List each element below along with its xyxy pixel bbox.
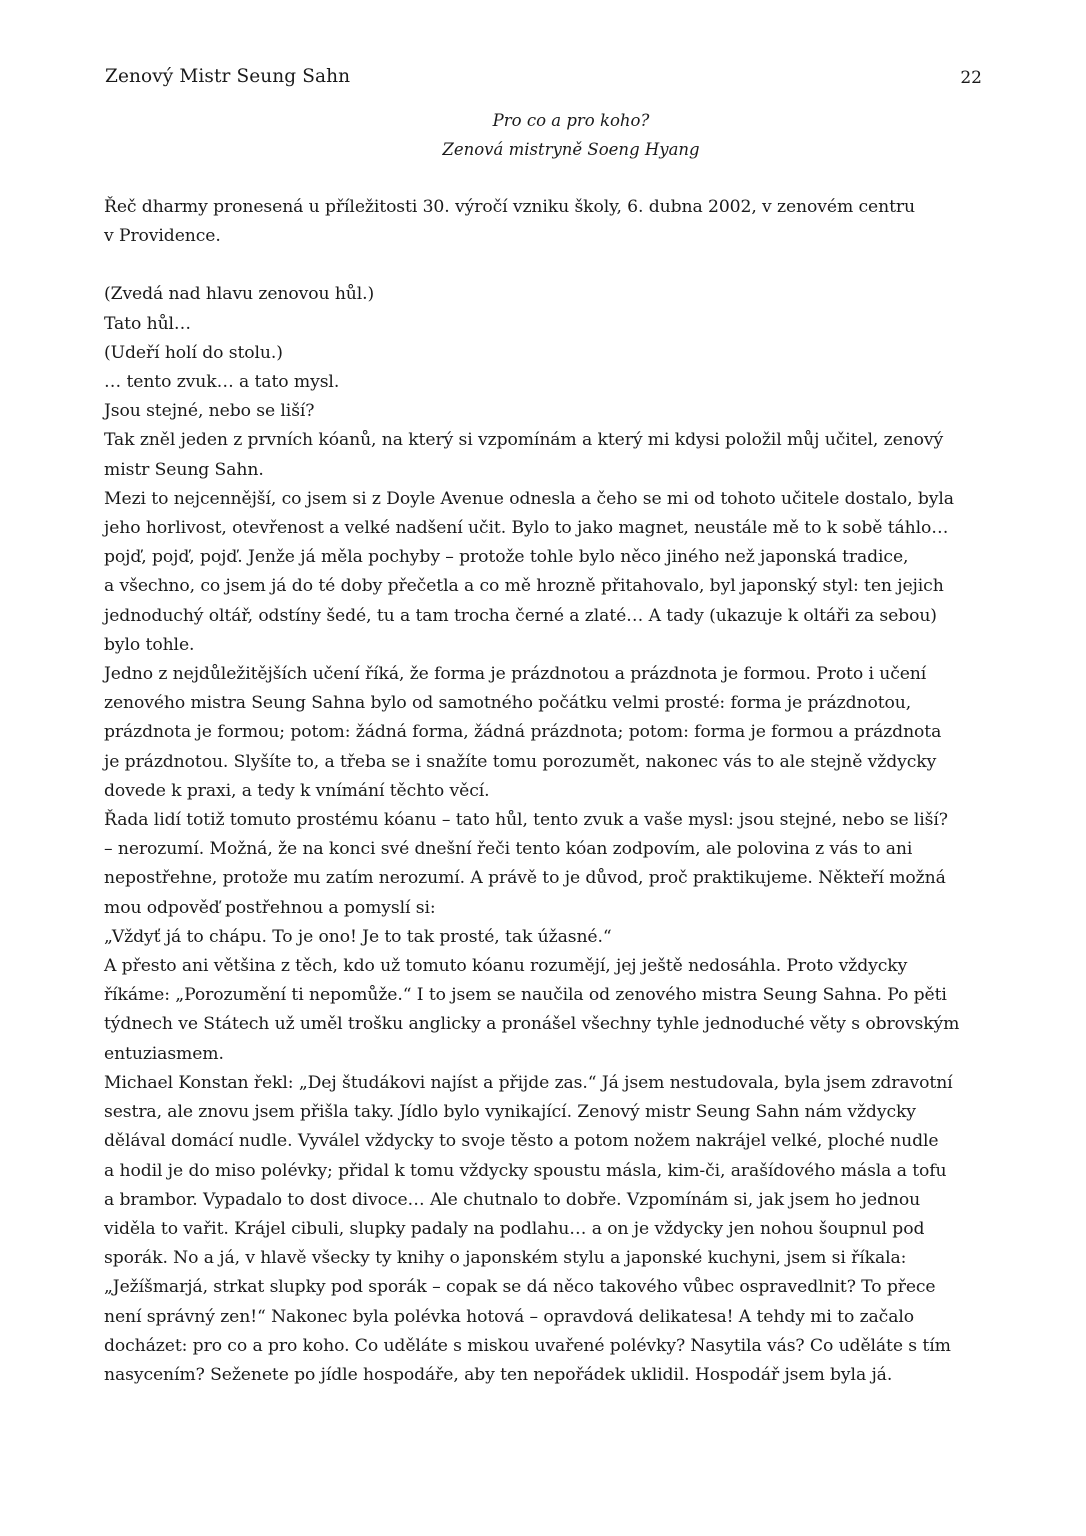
text-line: říkáme: „Porozumění ti nepomůže.“ I to jsem se naučila od zenového mistra Seung Sahna. Po pěti — [104, 985, 947, 1006]
text-line: nasycením? Seženete po jídle hospodáře, aby ten nepořádek uklidil. Hospodář jsem byla já. — [104, 1364, 893, 1385]
text-line: bylo tohle. — [104, 634, 195, 655]
text-line: (Zvedá nad hlavu zenovou hůl.) — [104, 284, 375, 305]
text-line: a hodil je do miso polévky; přidal k tomu vždycky spoustu másla, kim-či, arašídového másla a tofu — [104, 1160, 947, 1181]
page-number: 22 — [960, 68, 982, 88]
text-line: sestra, ale znovu jsem přišla taky. Jídlo bylo vynikající. Zenový mistr Seung Sahn nám vždycky — [104, 1102, 916, 1123]
intro-line: v Providence. — [104, 226, 221, 247]
text-line: mou odpověď postřehnou a pomyslí si: — [104, 897, 436, 918]
text-line: entuziasmem. — [104, 1043, 224, 1064]
text-line: dovede k praxi, a tedy k vnímání těchto věcí. — [104, 780, 490, 801]
text-line: „Ježíšmarjá, strkat slupky pod sporák – copak se dá něco takového vůbec ospravedlnit? To přece — [104, 1277, 936, 1298]
text-line: – nerozumí. Možná, že na konci své dnešní řeči tento kóan zodpovím, ale polovina z vás to ani — [104, 839, 913, 860]
text-line: a všechno, co jsem já do té doby přečetla a co mě hrozně přitahovalo, byl japonský styl: ten jejich — [104, 576, 944, 597]
text-line: Mezi to nejcennější, co jsem si z Doyle Avenue odnesla a čeho se mi od tohoto učitele dostalo, byla — [104, 488, 954, 509]
intro-line: Řeč dharmy pronesená u příležitosti 30. výročí vzniku školy, 6. dubna 2002, v zenovém centru — [104, 197, 915, 217]
body-text — [104, 193, 984, 1390]
text-line: Jsou stejné, nebo se liší? — [104, 401, 315, 422]
text-line: … tento zvuk… a tato mysl. — [104, 372, 340, 393]
text-line: pojď, pojď, pojď. Jenže já měla pochyby – protože tohle bylo něco jiného než japonská tradice, — [104, 547, 909, 568]
text-line: Řada lidí totiž tomuto prostému kóanu – tato hůl, tento zvuk a vaše mysl: jsou stejné, nebo se liší? — [104, 810, 948, 831]
text-line: není správný zen!“ Nakonec byla polévka hotová – opravdová delikatesa! A tehdy mi to začalo — [104, 1306, 915, 1327]
text-line: viděla to vařit. Krájel cibuli, slupky padaly na podlahu… a on je vždycky jen nohou šoupnul pod — [104, 1218, 925, 1239]
text-line: (Udeří holí do stolu.) — [104, 342, 283, 363]
text-line: jednoduchý oltář, odstíny šedé, tu a tam trocha černé a zlaté… A tady (ukazuje k oltáři za sebou) — [104, 605, 937, 626]
text-line: Tak zněl jeden z prvních kóanů, na který si vzpomínám a který mi kdysi položil můj učitel, zenový — [104, 430, 944, 451]
text-line: nepostřehne, protože mu zatím nerozumí. A právě to je důvod, proč praktikujeme. Někteří možná — [104, 868, 946, 889]
chapter-title-block — [0, 106, 1086, 164]
text-line: sporák. No a já, v hlavě všecky ty knihy o japonském stylu a japonské kuchyni, jsem si říkala: — [104, 1248, 907, 1269]
text-line: a brambor. Vypadalo to dost divoce… Ale chutnalo to dobře. Vzpomínám si, jak jsem ho jednou — [104, 1189, 921, 1210]
text-line: týdnech ve Státech už uměl trošku anglicky a pronášel všechny tyhle jednoduché věty s obrovským — [104, 1014, 960, 1035]
paragraph-gap — [104, 251, 984, 280]
text-line: „Vždyť já to chápu. To je ono! Je to tak prosté, tak úžasné.“ — [104, 926, 612, 947]
chapter-author: Zenová mistryně Soeng Hyang — [442, 140, 700, 159]
chapter-title: Pro co a pro koho? — [492, 111, 650, 130]
text-line: docházet: pro co a pro koho. Co uděláte s miskou uvařené polévky? Nasytila vás? Co uděláte s tím — [104, 1335, 951, 1356]
text-line: zenového mistra Seung Sahna bylo od samotného počátku velmi prosté: forma je prázdnotou, — [104, 693, 912, 714]
text-line: A přesto ani většina z těch, kdo už tomuto kóanu rozumějí, jej ještě nedosáhla. Proto vždycky — [104, 956, 908, 977]
text-line: jeho horlivost, otevřenost a velké nadšení učit. Bylo to jako magnet, neustále mě to k sobě táhlo… — [104, 518, 949, 539]
running-head-title: Zenový Mistr Seung Sahn — [105, 66, 351, 87]
text-line: Michael Konstan řekl: „Dej študákovi najíst a přijde zas.“ Já jsem nestudovala, byla jsem zdravotní — [104, 1072, 953, 1093]
text-line: Jedno z nejdůležitějších učení říká, že forma je prázdnotou a prázdnota je formou. Proto i učení — [104, 664, 927, 685]
text-line: mistr Seung Sahn. — [104, 459, 264, 480]
text-line: je prázdnotou. Slyšíte to, a třeba se i snažíte tomu porozumět, nakonec vás to ale stejně vždycky — [104, 751, 937, 772]
text-line: Tato hůl… — [104, 313, 192, 334]
text-line: dělával domácí nudle. Vyválel vždycky to svoje těsto a potom nožem nakrájel velké, ploché nudle — [104, 1131, 939, 1152]
text-line: prázdnota je formou; potom: žádná forma, žádná prázdnota; potom: forma je formou a prázdnota — [104, 722, 942, 743]
